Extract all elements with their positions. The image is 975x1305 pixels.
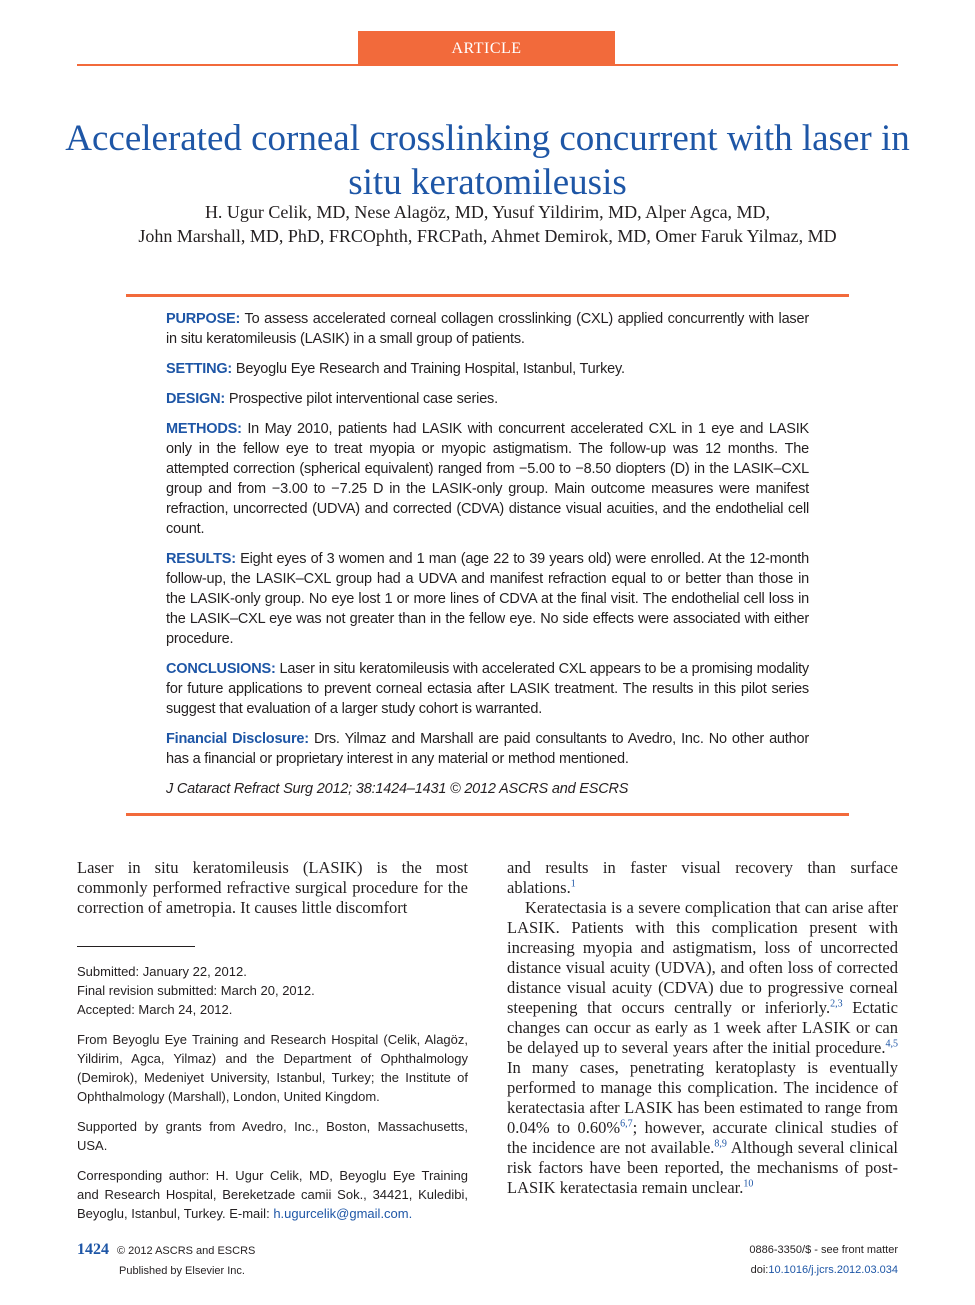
corresponding-author-note [77, 1166, 468, 1223]
history-notes [77, 962, 468, 1019]
conclusions-label: CONCLUSIONS: [166, 661, 276, 677]
methods-label: METHODS: [166, 421, 242, 437]
purpose-label: PURPOSE: [166, 311, 241, 327]
email-link[interactable]: h.ugurcelik@gmail.com [273, 1206, 409, 1221]
abstract-financial-disclosure [166, 729, 809, 769]
accepted-date: Accepted: March 24, 2012. [77, 1002, 233, 1017]
abstract-results [166, 549, 809, 649]
financial-text: Drs. Yilmaz and Marshall are paid consultants to Avedro, Inc. No other author has a financial or proprietary interest in any material or method mentioned. [166, 731, 809, 767]
article-title: Accelerated corneal crosslinking concurrent with laser in situ keratomileusis [65, 117, 910, 203]
reference-10[interactable]: 10 [743, 1178, 754, 1190]
keratectasia-text-b: Ectatic changes can occur as early as 1 week after LASIK or can be delayed up to several years after the initial procedure. [507, 998, 898, 1057]
affiliation-note: From Beyoglu Eye Training and Research Hospital (Celik, Alagöz, Yildirim, Agca, Yilmaz) and the Department of Ophthalmology (Demirok), Medeniyet University, Istanbul, Turkey; the Institute of Ophthalmology (Marshall), London, United Kingdom. [77, 1032, 468, 1104]
abstract-top-rule [126, 294, 849, 297]
keratectasia-text-a: Keratectasia is a severe complication that can arise after LASIK. Patients with this complication present with increasing myopia and astigmatism, loss of uncorrected distance visual acuity (UDVA), and often loss of corrected distance visual acuity (CDVA) due to progressive corneal steepening that occurs centrally or inferiorly. [507, 898, 898, 1017]
keratectasia-text-c: In many cases, penetrating keratoplasty is eventually performed to manage this complication. The incidence of keratectasia after LASIK has been estimated to range from 0.04% to 0.60% [507, 1058, 898, 1137]
corresponding-text: Corresponding author: H. Ugur Celik, MD, Beyoglu Eye Training and Research Hospital, Bereketzade camii Sok., 34421, Kuledibi, Beyoglu, Istanbul, Turkey. E-mail: [77, 1168, 468, 1221]
continued-text: and results in faster visual recovery than surface ablations. [507, 858, 898, 897]
left-column-body [77, 858, 468, 918]
footer-copyright: © 2012 ASCRS and ESCRS [117, 1245, 256, 1257]
abstract-design [166, 389, 809, 409]
design-text: Prospective pilot interventional case series. [228, 391, 498, 407]
reference-4-5[interactable]: 4,5 [885, 1038, 898, 1050]
author-list [60, 200, 915, 248]
reference-1[interactable]: 1 [570, 878, 576, 890]
continued-paragraph [507, 858, 898, 898]
author-line-1: H. Ugur Celik, MD, Nese Alagöz, MD, Yusuf Yildirim, MD, Alper Agca, MD, [204, 202, 771, 222]
doi-link[interactable]: 10.1016/j.jcrs.2012.03.034 [768, 1264, 898, 1276]
reference-2-3[interactable]: 2,3 [830, 998, 843, 1010]
financial-label: Financial Disclosure: [166, 731, 309, 747]
footer-doi-line [749, 1260, 898, 1280]
article-notes [77, 962, 468, 1234]
reference-6-7[interactable]: 6,7 [620, 1118, 633, 1130]
results-label: RESULTS: [166, 551, 236, 567]
right-column-body [507, 858, 898, 1198]
keratectasia-text-d: ; however, accurate clinical studies of the incidence are not available. [507, 1118, 898, 1157]
journal-citation: J Cataract Refract Surg 2012; 38:1424–1431 © 2012 ASCRS and ESCRS [166, 781, 629, 797]
abstract-methods [166, 419, 809, 539]
abstract [166, 309, 809, 809]
conclusions-text: Laser in situ keratomileusis with accelerated CXL appears to be a promising modality for future applications to prevent corneal ectasia after LASIK treatment. The results in this pilot series suggest that evaluation of a larger study cohort is warranted. [166, 661, 809, 717]
abstract-bottom-rule [126, 813, 849, 816]
page-number: 1424 [77, 1241, 109, 1258]
doi-label: doi: [750, 1264, 769, 1276]
footnote-rule [77, 946, 195, 947]
footer-right [749, 1240, 898, 1280]
abstract-setting [166, 359, 809, 379]
intro-paragraph: Laser in situ keratomileusis (LASIK) is the most commonly performed refractive surgical procedure for the correction of ametropia. It causes little discomfort [77, 858, 468, 917]
author-line-2: John Marshall, MD, PhD, FRCOphth, FRCPath, Ahmet Demirok, MD, Omer Faruk Yilmaz, MD [138, 226, 837, 246]
footer-left [77, 1240, 255, 1281]
footer-issn: 0886-3350/$ - see front matter [749, 1244, 898, 1256]
final-revision-date: Final revision submitted: March 20, 2012. [77, 983, 315, 998]
keratectasia-paragraph [507, 898, 898, 1198]
reference-8-9[interactable]: 8,9 [714, 1138, 727, 1150]
email-period: . [408, 1206, 413, 1221]
keratectasia-text-e: Although several clinical risk factors have been reported, the mechanisms of post-LASIK keratectasia remain unclear. [507, 1138, 898, 1197]
footer-publisher: Published by Elsevier Inc. [119, 1265, 245, 1277]
submitted-date: Submitted: January 22, 2012. [77, 964, 247, 979]
design-label: DESIGN: [166, 391, 226, 407]
header-rule [77, 64, 898, 66]
purpose-text: To assess accelerated corneal collagen crosslinking (CXL) applied concurrently with laser in situ keratomileusis (LASIK) in a small group of patients. [166, 311, 809, 347]
setting-label: SETTING: [166, 361, 233, 377]
methods-text: In May 2010, patients had LASIK with concurrent accelerated CXL in 1 eye and LASIK only in the fellow eye to treat myopia or myopic astigmatism. The follow-up was 12 months. The attempted correction (spherical equivalent) ranged from −5.00 to −8.50 diopters (D) in the LASIK–CXL group and from −3.00 to −7.25 D in the LASIK-only group. Main outcome measures were manifest refraction, uncorrected (UDVA) and corrected (CDVA) distance visual acuities, and the endothelial cell count. [166, 421, 809, 537]
abstract-conclusions [166, 659, 809, 719]
results-text: Eight eyes of 3 women and 1 man (age 22 to 39 years old) were enrolled. At the 12-month follow-up, the LASIK–CXL group had a UDVA and manifest refraction equal to or better than those in the LASIK-only group. No eye lost 1 or more lines of CDVA at the final visit. The endothelial cell loss in the LASIK–CXL eye was not greater than in the fellow eye. No side effects were associated with either procedure. [166, 551, 809, 647]
article-type-tab: ARTICLE [358, 31, 615, 65]
support-note: Supported by grants from Avedro, Inc., Boston, Massachusetts, USA. [77, 1119, 468, 1153]
setting-text: Beyoglu Eye Research and Training Hospital, Istanbul, Turkey. [235, 361, 625, 377]
abstract-purpose [166, 309, 809, 349]
